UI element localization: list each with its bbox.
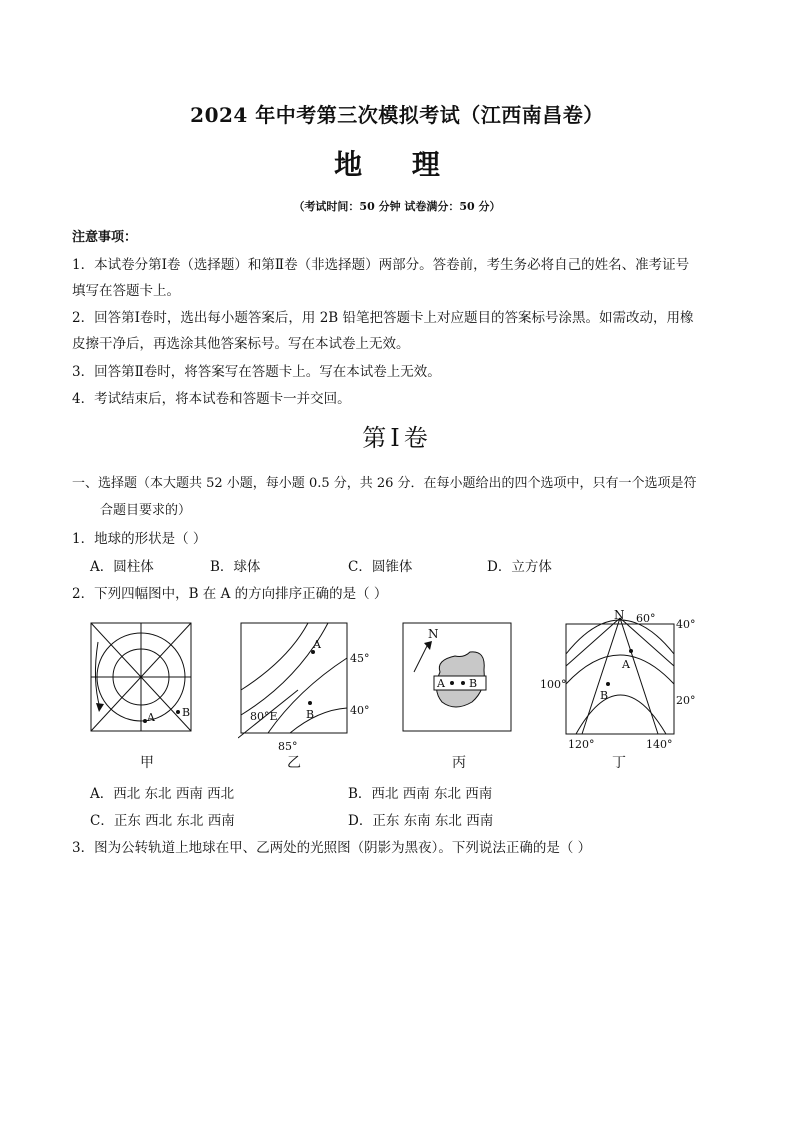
figure-jia [88, 620, 194, 735]
label-40: 40° [676, 618, 696, 631]
q2-option-b[interactable]: B．西北 西南 东北 西南 [348, 786, 493, 802]
q1-option-c[interactable]: C．圆锥体 [348, 559, 413, 575]
figure-yi [238, 620, 378, 755]
notes-title: 注意事项： [72, 230, 138, 245]
subject-title: 地 理 [334, 148, 460, 181]
label-100: 100° [540, 678, 567, 691]
figure-bing [400, 620, 515, 735]
note-line: 1．本试卷分第Ⅰ卷（选择题）和第Ⅱ卷（非选择题）两部分。答卷前，考生务必将自己的姓名、准考证号 [72, 257, 690, 273]
figure-caption-jia: 甲 [140, 755, 154, 771]
q2-option-c[interactable]: C．正东 西北 东北 西南 [90, 813, 235, 829]
exam-title: 2024 年中考第三次模拟考试（江西南昌卷） [190, 103, 604, 127]
exam-info: （考试时间：50 分钟 试卷满分：50 分） [293, 200, 501, 213]
figure-caption-bing: 丙 [452, 755, 466, 771]
note-line: 2．回答第Ⅰ卷时，选出每小题答案后，用 2B 铅笔把答题卡上对应题目的答案标号涂黑。如需改动，用橡 [72, 310, 694, 326]
q2-option-d[interactable]: D．正东 东南 东北 西南 [348, 813, 494, 829]
section-heading: 第Ⅰ卷 [362, 424, 432, 452]
label-b: B [600, 689, 609, 702]
label-80e: 80°E [250, 710, 278, 723]
label-60: 60° [636, 612, 656, 625]
label-b: B [182, 706, 191, 719]
note-line: 填写在答题卡上。 [72, 283, 180, 299]
label-40: 40° [350, 704, 370, 717]
instruction-line: 一、选择题（本大题共 52 小题，每小题 0.5 分，共 26 分．在每小题给出的四个选项中，只有一个选项是符 [72, 476, 697, 491]
label-45: 45° [350, 652, 370, 665]
q1-option-a[interactable]: A．圆柱体 [90, 559, 154, 575]
instruction-line: 合题目要求的） [100, 503, 192, 518]
note-line: 皮擦干净后，再选涂其他答案标号。写在本试卷上无效。 [72, 336, 410, 352]
label-a: A [437, 677, 445, 690]
label-a: A [313, 638, 321, 651]
note-line: 3．回答第Ⅱ卷时，将答案写在答题卡上。写在本试卷上无效。 [72, 364, 441, 380]
label-b: B [306, 708, 315, 721]
figure-caption-ding: 丁 [612, 755, 626, 771]
question-3-stem: 3．图为公转轨道上地球在甲、乙两处的光照图（阴影为黑夜）。下列说法正确的是（ ） [72, 840, 592, 856]
label-b: B [469, 677, 478, 690]
label-140: 140° [646, 738, 673, 751]
label-n: N [428, 627, 439, 641]
note-line: 4．考试结束后，将本试卷和答题卡一并交回。 [72, 391, 351, 407]
figure-ding [536, 606, 706, 754]
q2-option-a[interactable]: A．西北 东北 西南 西北 [90, 786, 235, 802]
label-n: N [614, 608, 625, 622]
question-2-stem: 2．下列四幅图中，B 在 A 的方向排序正确的是（ ） [72, 586, 388, 602]
question-1-stem: 1．地球的形状是（ ） [72, 531, 207, 547]
label-20: 20° [676, 694, 696, 707]
label-120: 120° [568, 738, 595, 751]
q1-option-d[interactable]: D．立方体 [487, 559, 552, 575]
label-a: A [622, 658, 630, 671]
q1-option-b[interactable]: B．球体 [210, 559, 261, 575]
label-85: 85° [278, 740, 298, 753]
label-a: A [147, 711, 155, 724]
figure-caption-yi: 乙 [287, 755, 301, 771]
